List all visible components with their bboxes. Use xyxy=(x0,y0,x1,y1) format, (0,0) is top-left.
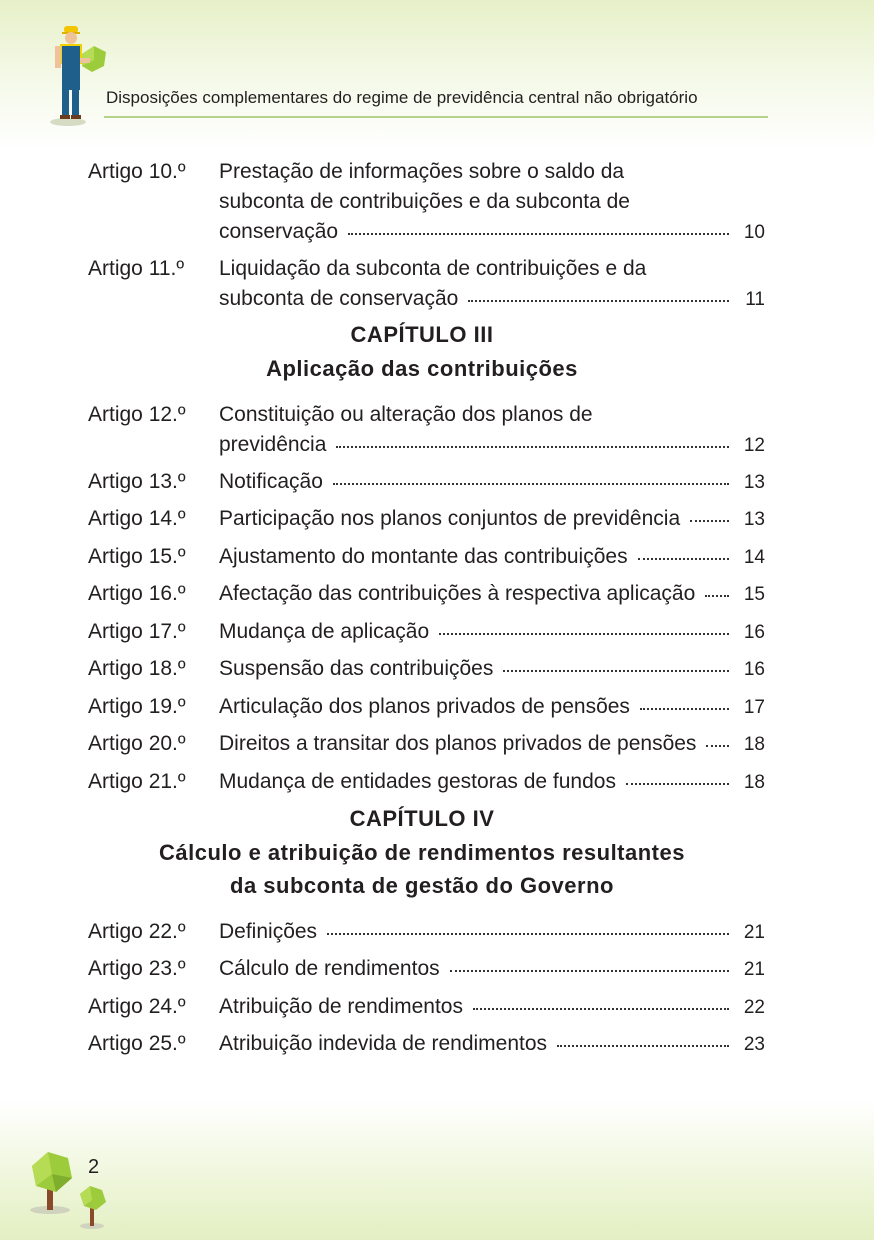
article-number: Artigo 17.º xyxy=(88,620,186,643)
page-number: 23 xyxy=(743,1034,765,1055)
dot-leader xyxy=(640,708,729,710)
chapter-4-title-line-1: Cálculo e atribuição de rendimentos resultantes xyxy=(159,840,685,865)
header-background xyxy=(0,0,874,150)
footer-background xyxy=(0,1100,874,1240)
entry-title-line: previdência xyxy=(219,433,327,456)
dot-leader xyxy=(327,933,729,935)
page-number: 16 xyxy=(743,659,765,680)
article-number: Artigo 19.º xyxy=(88,695,186,718)
page-number: 22 xyxy=(743,997,765,1018)
dot-leader xyxy=(439,633,729,635)
dot-leader xyxy=(705,595,729,597)
entry-title-line: Mudança de entidades gestoras de fundos xyxy=(219,770,616,793)
article-number: Artigo 22.º xyxy=(88,920,186,943)
article-number: Artigo 16.º xyxy=(88,582,186,605)
entry-title-line: Participação nos planos conjuntos de previdência xyxy=(219,507,681,530)
entry-title-line: Ajustamento do montante das contribuições xyxy=(219,545,628,568)
entry-title-line: Prestação de informações sobre o saldo da xyxy=(219,160,625,183)
entry-title-line: Atribuição de rendimentos xyxy=(219,995,463,1018)
entry-title-line: Cálculo de rendimentos xyxy=(219,957,440,980)
page-number: 18 xyxy=(743,734,765,755)
entry-title-line: Articulação dos planos privados de pensões xyxy=(219,695,630,718)
page-number: 14 xyxy=(743,547,765,568)
entry-title-line: Direitos a transitar dos planos privados de pensões xyxy=(219,732,697,755)
tree-icon xyxy=(18,1148,114,1232)
page-number: 13 xyxy=(743,509,765,530)
dot-leader xyxy=(336,446,729,448)
entry-title-line: Notificação xyxy=(219,470,323,493)
article-number: Artigo 10.º xyxy=(88,160,186,183)
entry-title-line: Mudança de aplicação xyxy=(219,620,430,643)
dot-leader xyxy=(503,670,729,672)
entry-title-line: subconta de conservação xyxy=(219,287,459,310)
article-number: Artigo 25.º xyxy=(88,1032,186,1055)
entry-title-line: Constituição ou alteração dos planos de xyxy=(219,403,593,426)
page-number: 21 xyxy=(743,922,765,943)
page-number: 18 xyxy=(743,772,765,793)
dot-leader xyxy=(557,1045,729,1047)
chapter-4-title-line-2: da subconta de gestão do Governo xyxy=(230,873,614,898)
running-header-title: Disposições complementares do regime de previdência central não obrigatório xyxy=(106,88,698,107)
dot-leader xyxy=(348,233,729,235)
page-number: 12 xyxy=(743,435,765,456)
entry-title-line: Atribuição indevida de rendimentos xyxy=(219,1032,548,1055)
dot-leader xyxy=(473,1008,729,1010)
footer-page-number: 2 xyxy=(88,1156,100,1178)
dot-leader xyxy=(333,483,729,485)
page-number: 11 xyxy=(745,289,765,310)
construction-worker-icon xyxy=(40,22,110,130)
dot-leader xyxy=(638,558,729,560)
entry-title-line: Suspensão das contribuições xyxy=(219,657,494,680)
article-number: Artigo 12.º xyxy=(88,403,186,426)
dot-leader xyxy=(468,300,729,302)
entry-title-line: Liquidação da subconta de contribuições e da xyxy=(219,257,647,280)
page-number: 17 xyxy=(743,697,765,718)
article-number: Artigo 14.º xyxy=(88,507,186,530)
dot-leader xyxy=(626,783,729,785)
entry-title-line: Afectação das contribuições à respectiva aplicação xyxy=(219,582,696,605)
dot-leader xyxy=(450,970,729,972)
article-number: Artigo 11.º xyxy=(88,257,184,280)
entry-title-line: Definições xyxy=(219,920,318,943)
article-number: Artigo 18.º xyxy=(88,657,186,680)
dot-leader xyxy=(706,745,729,747)
page-number: 15 xyxy=(743,584,765,605)
chapter-3-title: Aplicação das contribuições xyxy=(266,356,578,381)
article-number: Artigo 20.º xyxy=(88,732,186,755)
article-number: Artigo 21.º xyxy=(88,770,186,793)
page-number: 10 xyxy=(743,222,765,243)
article-number: Artigo 15.º xyxy=(88,545,186,568)
dot-leader xyxy=(690,520,729,522)
chapter-3-label: CAPÍTULO III xyxy=(350,322,494,347)
article-number: Artigo 13.º xyxy=(88,470,186,493)
entry-title-line: conservação xyxy=(219,220,339,243)
article-number: Artigo 23.º xyxy=(88,957,186,980)
entry-title-line: subconta de contribuições e da subconta de xyxy=(219,190,630,213)
header-divider xyxy=(104,116,768,118)
article-number: Artigo 24.º xyxy=(88,995,186,1018)
page-number: 21 xyxy=(743,959,765,980)
page-number: 13 xyxy=(743,472,765,493)
chapter-4-label: CAPÍTULO IV xyxy=(349,806,495,831)
page-number: 16 xyxy=(743,622,765,643)
